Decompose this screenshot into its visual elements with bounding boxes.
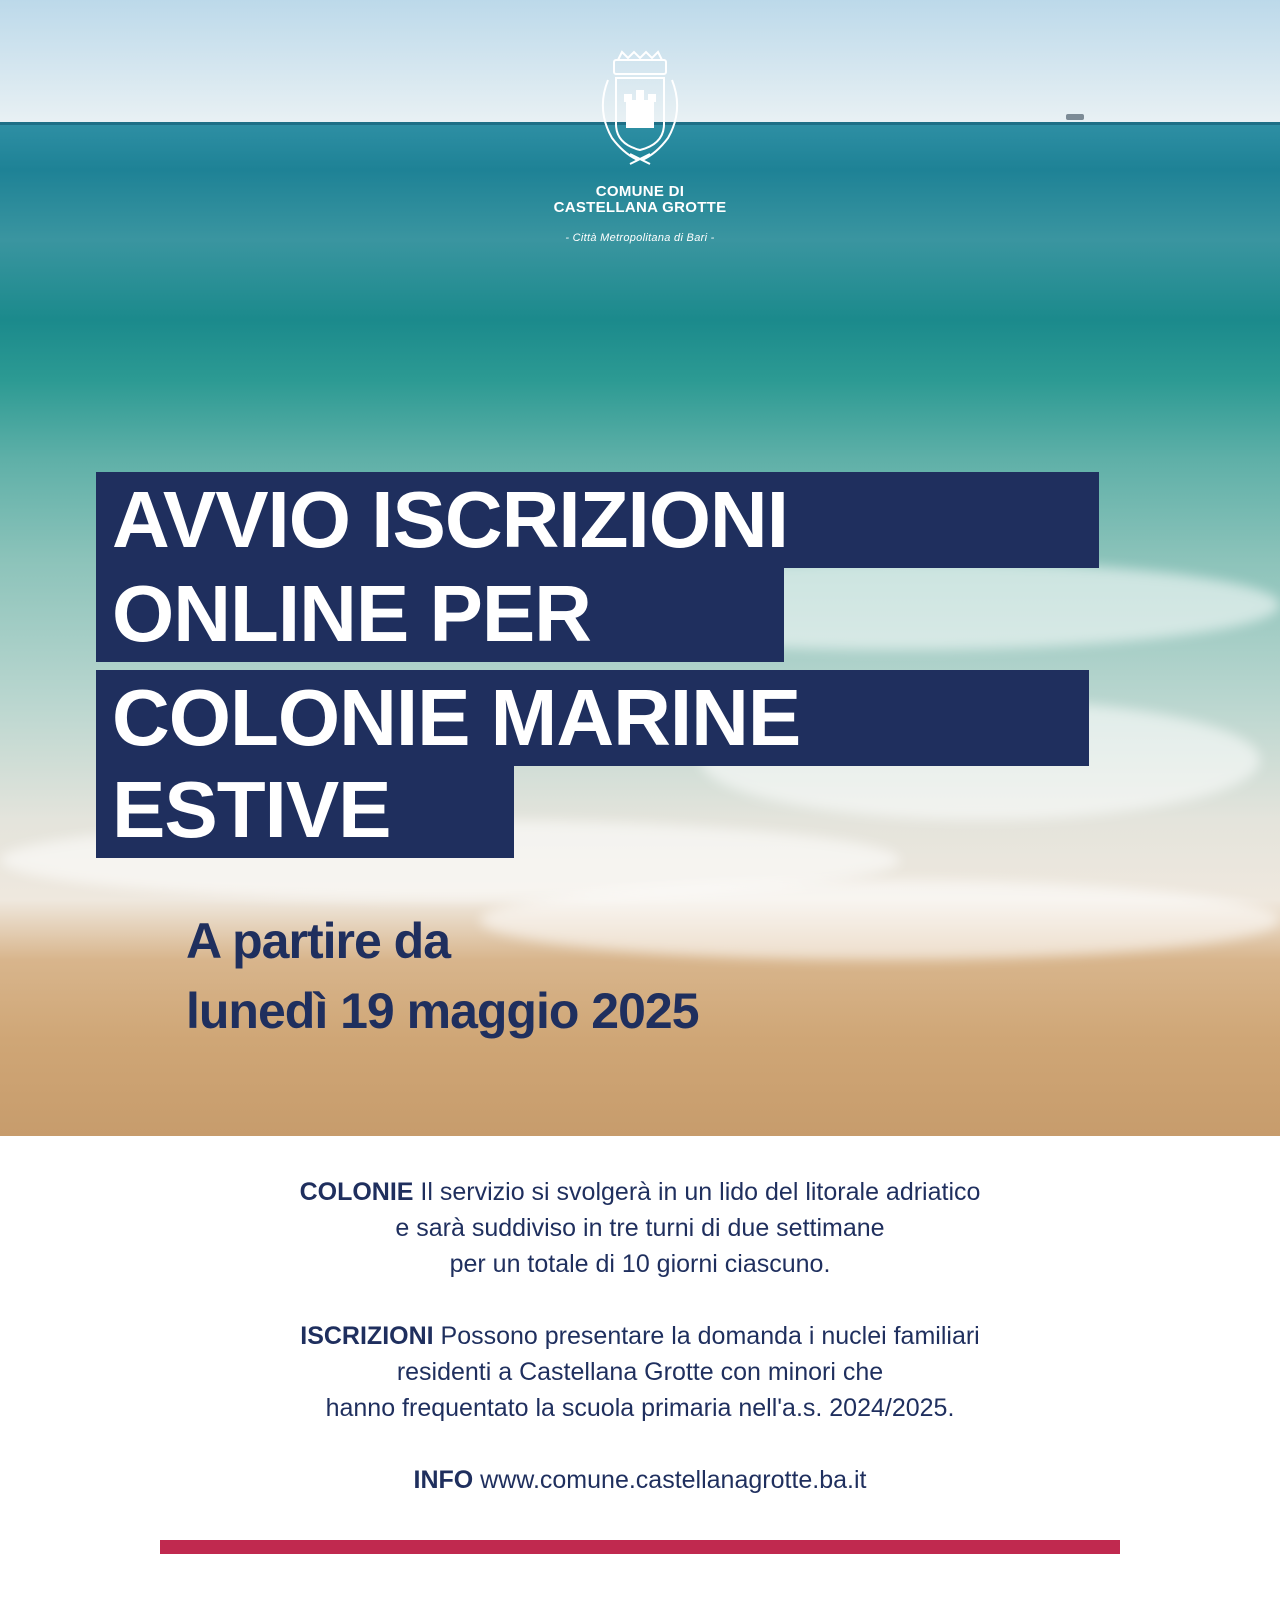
start-date-intro: A partire da bbox=[186, 913, 451, 969]
start-date: lunedì 19 maggio 2025 bbox=[186, 983, 699, 1039]
headline-line-2: ONLINE PER bbox=[96, 566, 784, 662]
iscrizioni-paragraph bbox=[0, 1318, 1280, 1426]
iscrizioni-label: ISCRIZIONI bbox=[300, 1322, 434, 1350]
colonie-paragraph bbox=[0, 1174, 1280, 1282]
colonie-text-line2: e sarà suddiviso in tre turni di due settimane bbox=[395, 1214, 885, 1242]
colonie-label: COLONIE bbox=[299, 1178, 414, 1206]
ship-icon bbox=[1066, 114, 1084, 120]
iscrizioni-text-line2: residenti a Castellana Grotte con minori che bbox=[396, 1358, 884, 1386]
colonie-text-line3: per un totale di 10 giorni ciascuno. bbox=[449, 1250, 831, 1278]
info-url-link[interactable]: www.comune.castellanagrotte.ba.it bbox=[480, 1466, 867, 1494]
municipality-name bbox=[440, 184, 840, 216]
iscrizioni-text-line1: Possono presentare la domanda i nuclei familiari bbox=[440, 1322, 980, 1350]
headline-line-1: AVVIO ISCRIZIONI bbox=[96, 472, 1099, 568]
crest-icon bbox=[590, 50, 690, 170]
info-paragraph bbox=[0, 1462, 1280, 1498]
accent-bar bbox=[160, 1540, 1120, 1554]
info-label: INFO bbox=[413, 1466, 474, 1494]
municipality-name-line2: CASTELLANA GROTTE bbox=[553, 199, 727, 216]
wave-foam bbox=[480, 880, 1280, 960]
headline-line-3: COLONIE MARINE bbox=[96, 670, 1089, 766]
headline-line-4: ESTIVE bbox=[96, 762, 514, 858]
colonie-text-line1: Il servizio si svolgerà in un lido del litorale adriatico bbox=[420, 1178, 981, 1206]
municipality-name-line1: COMUNE DI bbox=[595, 183, 685, 200]
iscrizioni-text-line3: hanno frequentato la scuola primaria nell'a.s. 2024/2025. bbox=[325, 1394, 955, 1422]
municipality-subtitle: - Città Metropolitana di Bari - bbox=[565, 232, 715, 244]
